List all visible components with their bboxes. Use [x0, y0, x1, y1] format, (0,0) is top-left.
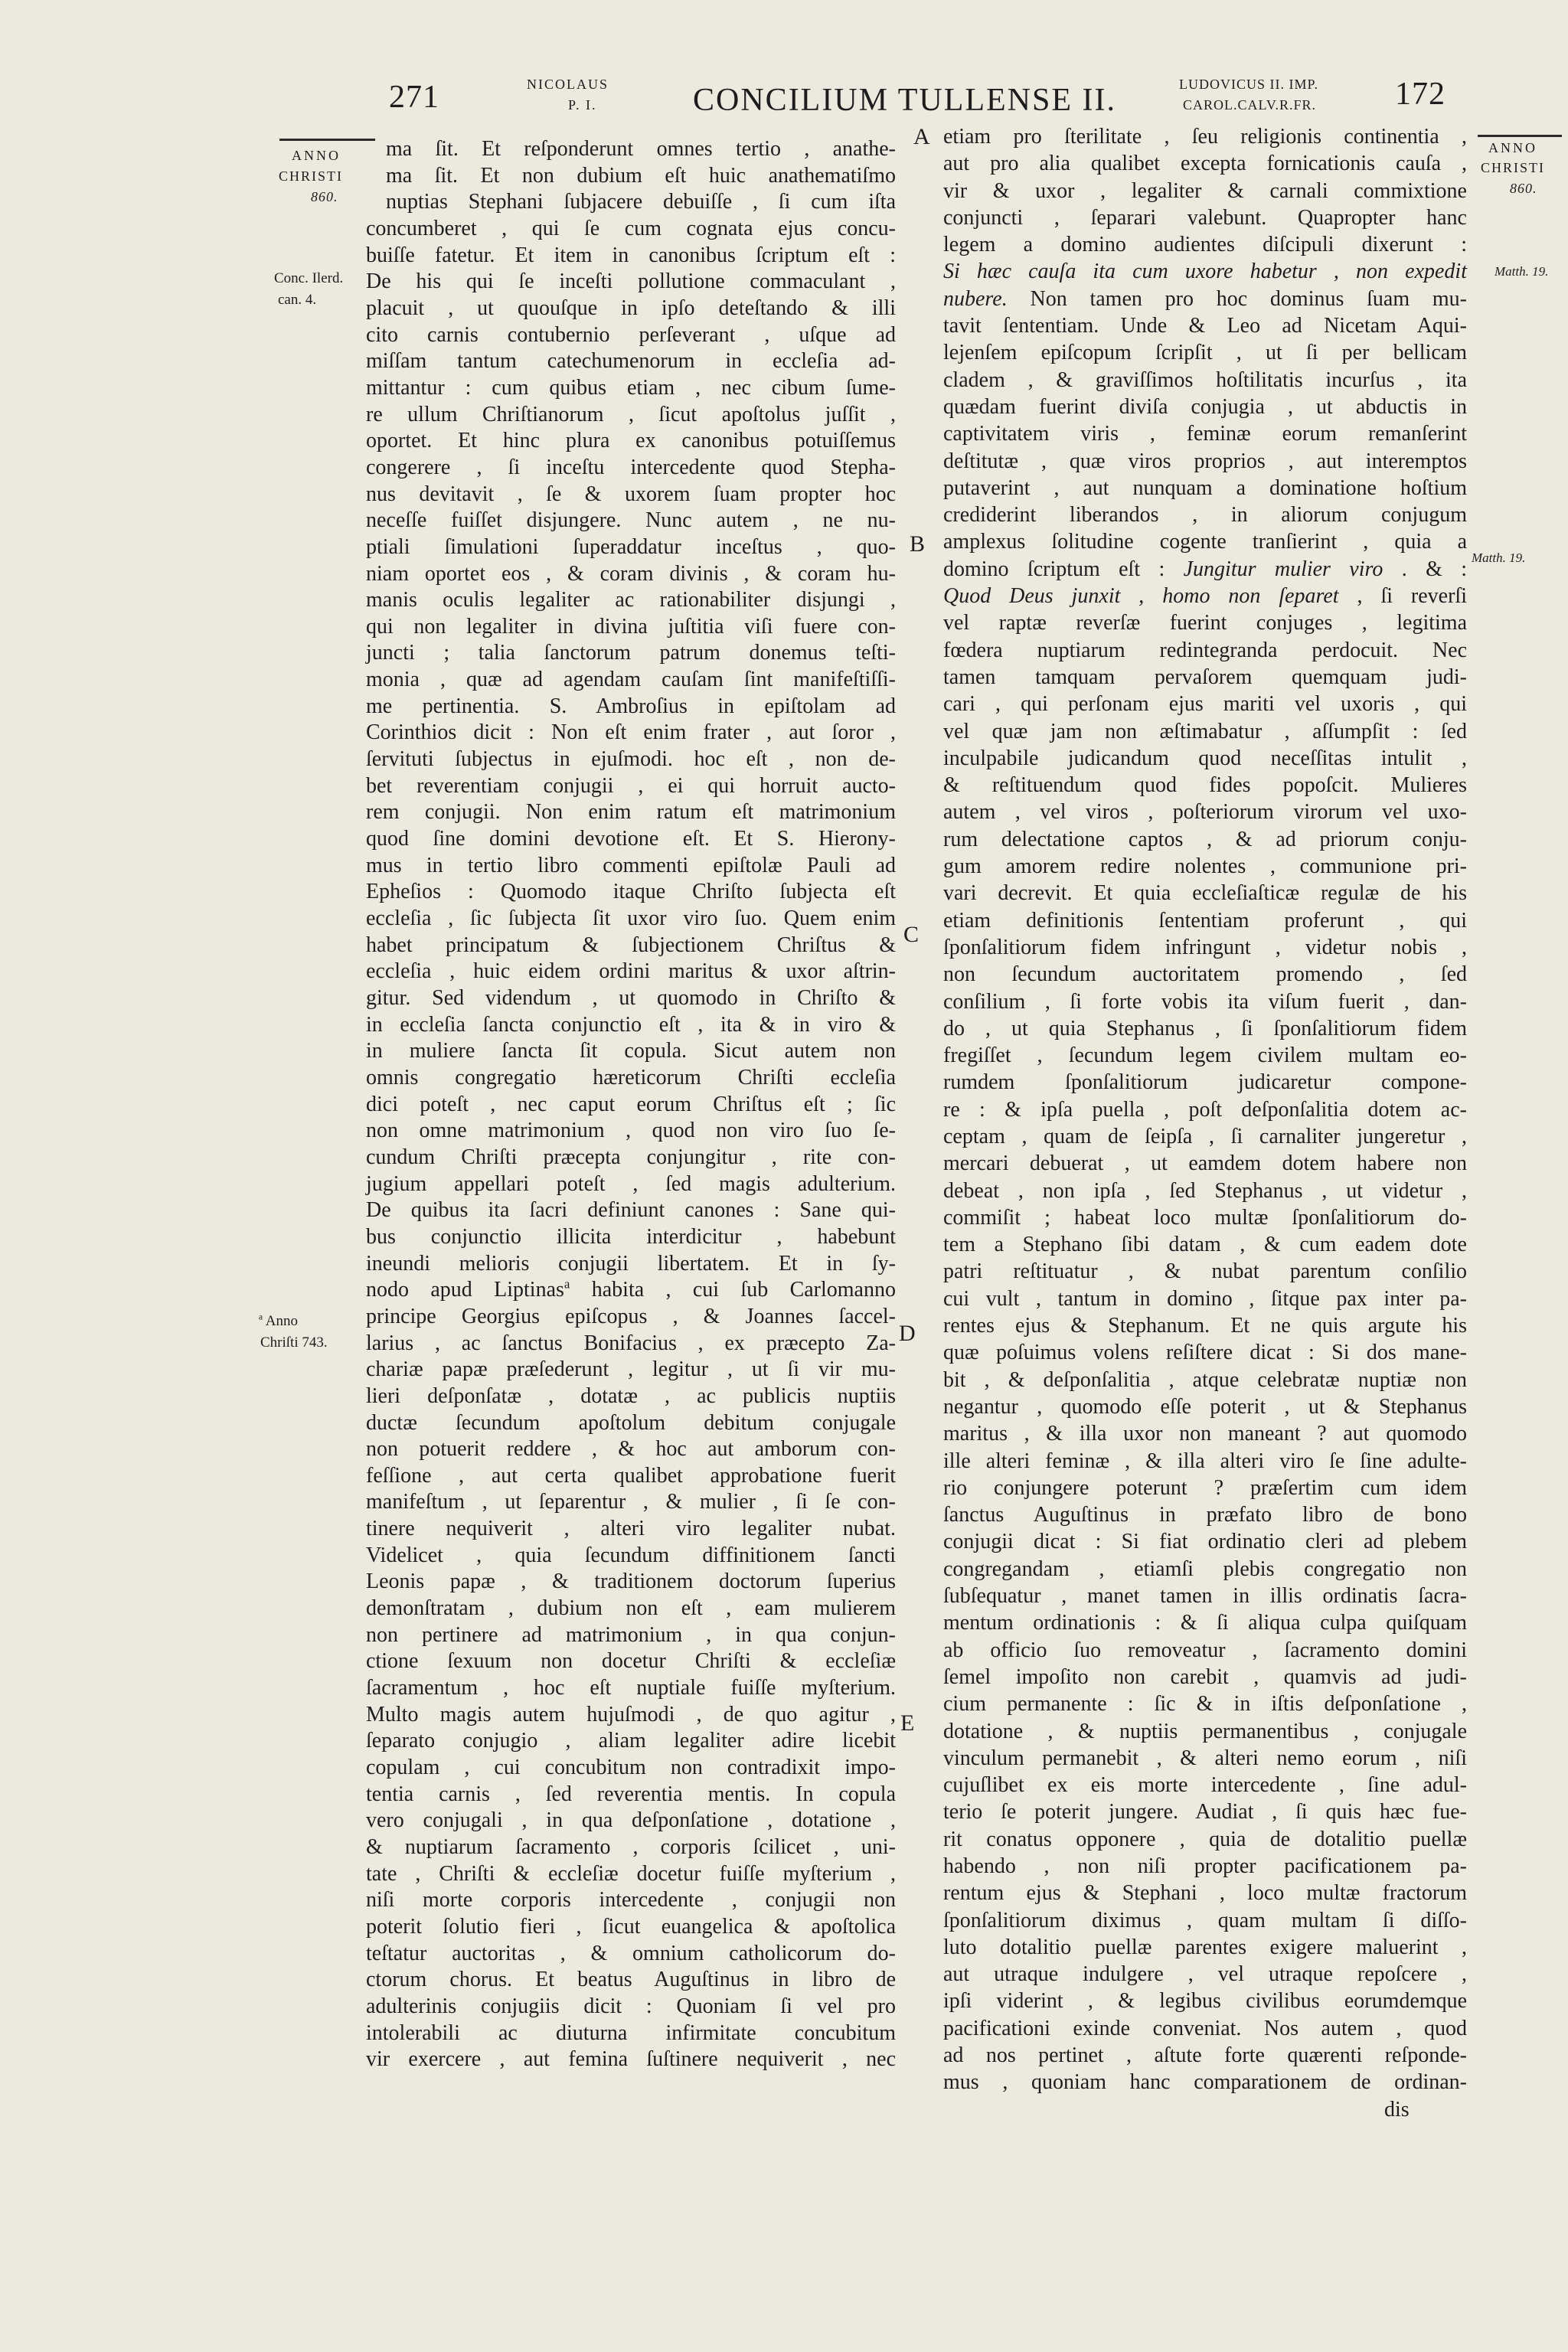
text-line: deſtitutæ , quæ viros proprios , aut interemptos [943, 449, 1467, 473]
text-line: etiam definitionis ſententiam proferunt , qui [943, 908, 1467, 933]
margin-note-anno: Anno [265, 1313, 298, 1329]
text-line [943, 258, 1467, 285]
text-line: omnis congregatio hæreticorum Chriſti eccleſia [366, 1065, 896, 1089]
text-line: tem a Stephano ſibi datam , & cum eadem dote [943, 1233, 1467, 1257]
margin-year: 860. [311, 189, 338, 204]
text-line: inculpabile judicandum quod neceſſitas intulit , [943, 746, 1467, 770]
text-line: ſubſequatur , manet tamen in illis ordinatis ſacra- [943, 1584, 1467, 1609]
text-segment: domino ſcriptum eſt : [943, 557, 1184, 581]
text-line: habet principatum & ſubjectionem Chriſtus & [366, 933, 896, 957]
text-line: Multo magis autem hujuſmodi , de quo agitur , [366, 1702, 896, 1726]
margin-anno-label-right: ANNO [1488, 140, 1537, 155]
text-line [943, 583, 1467, 609]
text-line: bit , & deſponſalitia , atque celebratæ nuptiæ non [943, 1367, 1467, 1392]
text-line: juncti ; talia ſanctorum patrum donemus teſti- [366, 641, 896, 665]
text-line: legem a domino audientes diſcipuli dixerunt : [943, 233, 1467, 257]
running-head-pope-number: P. I. [568, 97, 597, 113]
text-line: vir & uxor , legaliter & carnali commixtione [943, 178, 1467, 203]
page-number-right: 172 [1395, 77, 1446, 112]
text-line: ineundi melioris conjugii libertatem. Et in ſy- [366, 1251, 896, 1276]
text-line: ctorum chorus. Et beatus Auguſtinus in libro de [366, 1968, 896, 1992]
section-letter-c: C [903, 922, 920, 947]
margin-note-matthew-2: Matth. 19. [1472, 550, 1526, 565]
text-line [943, 556, 1467, 583]
text-line: mittantur : cum quibus etiam , nec cibum ſume- [366, 375, 896, 400]
text-line: cundum Chriſti præcepta conjungitur , rite con- [366, 1145, 896, 1169]
text-line: commiſit ; habeat loco multæ ſponſalitiorum do- [943, 1205, 1467, 1230]
text-line: cito carnis contubernio perſeverant , uſque ad [366, 322, 896, 347]
page-number-left: 271 [389, 80, 439, 115]
margin-note-canon: can. 4. [278, 292, 317, 308]
text-line: chariæ papæ præſederunt , legitur , ut ſi vir mu- [366, 1357, 896, 1382]
text-line: manifeſtum , ut ſeparentur , & mulier , ſi ſe con- [366, 1490, 896, 1514]
footnote-mark: a [259, 1312, 263, 1322]
text-line: lieri deſponſatæ , dotatæ , ac publicis nuptiis [366, 1383, 896, 1408]
text-line: quæ poſuimus volens reſiſtere dicat : Si dos mane- [943, 1341, 1467, 1365]
text-line: tate , Chriſti & eccleſiæ docetur fuiſſe myſterium , [366, 1861, 896, 1886]
text-line: rit conatus opponere , quia de dotalitio puellæ [943, 1827, 1467, 1851]
text-line: mus , quoniam hanc comparationem de ordinan- [943, 2070, 1467, 2095]
text-line: demonſtratam , dubium non eſt , eam mulierem [366, 1596, 896, 1621]
text-line: maritus , & illa uxor non maneant ? aut quomodo [943, 1422, 1467, 1446]
text-line: & nuptiarum ſacramento , corporis ſcilicet , uni- [366, 1835, 896, 1859]
text-line: ipſi viderint , & legibus civilibus eorumdemque [943, 1989, 1467, 2014]
text-line [366, 1277, 896, 1304]
text-line: ſanctus Auguſtinus in præfato libro de bono [943, 1503, 1467, 1527]
text-line: cari , qui perſonam ejus mariti vel uxoris , qui [943, 692, 1467, 717]
margin-note-council-ilerda: Conc. Ilerd. [274, 270, 344, 286]
text-line: rem conjugii. Non enim ratum eſt matrimonium [366, 800, 896, 825]
text-line: tinere nequiverit , alteri viro legaliter nubat. [366, 1517, 896, 1541]
text-line: autem , vel viros , poſteriorum virorum vel uxo- [943, 800, 1467, 825]
text-line: captivitatem viris , feminæ eorum remanſerint [943, 422, 1467, 446]
text-line: miſſam tantum catechumenorum in eccleſia ad- [366, 349, 896, 374]
text-line: tentia carnis , ſed reverentia mentis. In copula [366, 1782, 896, 1806]
text-line: tavit ſententiam. Unde & Leo ad Nicetam Aqui- [943, 314, 1467, 338]
text-line: concumberet , qui ſe cum cognata ejus concu- [366, 216, 896, 240]
text-line: habendo , non niſi propter pacificationem pa- [943, 1854, 1467, 1878]
text-line: debeat , non ipſa , ſed Stephanus , ut videtur , [943, 1178, 1467, 1203]
section-letter-b: B [910, 531, 926, 557]
text-line: ſeparato conjugio , aliam legaliter adire licebit [366, 1729, 896, 1753]
text-line: ab officio ſuo removeatur , ſacramento domini [943, 1638, 1467, 1662]
text-segment: habita , cui ſub Carlomanno [570, 1278, 896, 1302]
text-line: dici poteſt , nec caput eorum Chriſtus eſt ; ſic [366, 1092, 896, 1116]
page-title: CONCILIUM TULLENSE II. [693, 83, 1117, 118]
text-line: adulterinis conjugiis dicit : Quoniam ſi vel pro [366, 1994, 896, 2018]
text-line: rum delectatione captos , & ad priorum conju- [943, 827, 1467, 851]
text-line: luto dotalitio puellæ parentes exigere maluerint , [943, 1935, 1467, 1959]
text-line: non ſecundum auctoritatem promendo , ſed [943, 962, 1467, 987]
text-line: dotatione , & nuptiis permanentibus , conjugale [943, 1719, 1467, 1743]
italic-text: Jungitur mulier viro [1183, 557, 1383, 581]
text-line: conjuncti , ſeparari valebunt. Quapropter hanc [943, 205, 1467, 230]
text-line: aut utraque indulgere , vel utraque repoſcere , [943, 1962, 1467, 1987]
text-line: mus in tertio libro commenti epiſtolæ Pauli ad [366, 853, 896, 877]
text-line: mercari debuerat , ut eamdem dotem habere non [943, 1152, 1467, 1176]
text-line: non omne matrimonium , quod non viro ſuo ſe- [366, 1119, 896, 1143]
text-line: larius , ac ſanctus Bonifacius , ex præcepto Za- [366, 1331, 896, 1355]
section-letter-a: A [913, 124, 930, 149]
margin-rule-right [1478, 135, 1562, 137]
text-line: oportet. Et hinc plura ex canonibus potuiſſemus [366, 429, 896, 453]
text-line: niam oportet eos , & coram divinis , & coram hu- [366, 561, 896, 586]
text-line: ſervituti ſubjectus in ejuſmodi. hoc eſt , non de- [366, 747, 896, 772]
text-line: ſponſalitiorum fidem infringunt , videtur nobis , [943, 935, 1467, 959]
text-line: Videlicet , quia ſecundum diffinitionem ſancti [366, 1543, 896, 1567]
text-line: cium permanente : ſic & in iſtis deſponſatione , [943, 1692, 1467, 1717]
text-line: ad nos pertinet , aſtute forte quærenti reſponde- [943, 2043, 1467, 2068]
text-line: intolerabili ac diuturna infirmitate concubitum [366, 2020, 896, 2045]
italic-text: Quod Deus junxit , homo non ſeparet [943, 584, 1339, 609]
text-line: conſilium , ſi forte vobis ita viſum fuerit , dan- [943, 989, 1467, 1014]
text-line: bet reverentiam conjugii , ei qui horruit aucto- [366, 773, 896, 798]
text-line: vinculum permanebit , & alteri nemo eorum , niſi [943, 1746, 1467, 1770]
text-line: nus devitavit , ſe & uxorem ſuam propter hoc [366, 482, 896, 506]
text-line: De his qui ſe inceſti pollutione commaculant , [366, 270, 896, 294]
text-line: placuit , ut quouſque in ipſo deteſtando & illi [366, 296, 896, 320]
margin-note-year-743: Chriſti 743. [260, 1334, 328, 1351]
text-line: putaverint , aut nunquam a dominatione hoſtium [943, 475, 1467, 500]
text-line: vari decrevit. Et quia eccleſiaſticæ regulæ de his [943, 881, 1467, 906]
text-line: re ullum Chriſtianorum , ſicut apoſtolus juſſit , [366, 402, 896, 426]
text-segment: , ſi reverſi [1338, 584, 1467, 609]
text-line: vero conjugali , in qua deſponſatione , dotatione , [366, 1808, 896, 1833]
text-line: vir exercere , aut femina ſuſtinere nequiverit , nec [366, 2047, 896, 2072]
text-line: Leonis papæ , & traditionem doctorum ſuperius [366, 1570, 896, 1594]
text-line: principe Georgius epiſcopus , & Joannes ſaccel- [366, 1304, 896, 1328]
italic-text: nubere. [943, 286, 1008, 311]
text-line: rio conjungere poterunt ? præſertim cum idem [943, 1475, 1467, 1500]
text-line: do , ut quia Stephanus , ſi ſponſalitiorum fidem [943, 1016, 1467, 1040]
text-line: crediderint liberandos , in aliorum conjugum [943, 503, 1467, 528]
right-text-column [943, 123, 1467, 2096]
text-line [943, 286, 1467, 312]
text-line: patri reſtituatur , & nubat parentum conſilio [943, 1259, 1467, 1284]
text-line: ma ſit. Et reſponderunt omnes tertio , anathe- [386, 137, 896, 161]
catchword: dis [1384, 2098, 1410, 2122]
text-line: quod ſine domini devotione eſt. Et S. Hierony- [366, 827, 896, 851]
text-line: me pertinentia. S. Ambroſius in epiſtolam ad [366, 694, 896, 718]
text-line: non pertinere ad matrimonium , in qua conjun- [366, 1622, 896, 1647]
running-head-king: CAROL.CALV.R.FR. [1183, 97, 1317, 113]
text-segment: Non tamen pro hoc dominus ſuam mu- [1007, 286, 1467, 311]
margin-note-anno-743 [259, 1314, 298, 1328]
text-line: teſtatur auctoritas , & omnium catholicorum do- [366, 1941, 896, 1965]
footnote-mark: a [564, 1276, 570, 1292]
text-line: re : & ipſa puella , poſt deſponſalitia dotem ac- [943, 1097, 1467, 1122]
text-line: nuptias Stephani ſubjacere debuiſſe , ſi cum iſta [386, 190, 896, 214]
text-line: tamen tamquam pervaſorem quemquam judi- [943, 665, 1467, 689]
text-line: ptiali ſimulationi ſuperaddatur inceſtus , quo- [366, 534, 896, 559]
text-line: amplexus ſolitudine cogente tranſierint , quia a [943, 530, 1467, 554]
text-line: ſemel impoſito non carebit , quamvis ad judi- [943, 1664, 1467, 1689]
text-line: gum amorem redire nolentes , communione pri- [943, 854, 1467, 879]
margin-christi-label: CHRISTI [279, 168, 344, 184]
text-line: pacificationi exinde conveniat. Nos autem , quod [943, 2016, 1467, 2040]
running-head-emperor: LUDOVICUS II. IMP. [1179, 77, 1319, 92]
text-line: eccleſia , huic eidem ordini maritus & uxor aſtrin- [366, 959, 896, 984]
margin-rule-left [279, 139, 375, 141]
text-line: bus conjunctio illicita interdicitur , habebunt [366, 1224, 896, 1249]
margin-year-right: 860. [1510, 181, 1537, 196]
text-line: congerere , ſi inceſtu intercedente quod Stepha- [366, 455, 896, 479]
section-letter-d: D [899, 1321, 916, 1346]
text-line: eccleſia , ſic ſubjecta ſit uxor viro ſuo. Quem enim [366, 906, 896, 931]
text-line: negantur , quomodo eſſe poterit , ut & Stephanus [943, 1394, 1467, 1419]
text-line: gitur. Sed videndum , ut quomodo in Chriſto & [366, 986, 896, 1010]
text-line: ille alteri feminæ , & illa alteri viro ſe ſine adulte- [943, 1449, 1467, 1473]
margin-christi-label-right: CHRISTI [1481, 160, 1546, 175]
text-line: congregandam , etiamſi plebis congregatio non [943, 1557, 1467, 1581]
text-line: monia , quæ ad agendam cauſam ſint manifeſtiſſi- [366, 668, 896, 692]
margin-note-matthew-1: Matth. 19. [1494, 264, 1549, 279]
text-line: rentum ejus & Stephani , loco multæ fractorum [943, 1881, 1467, 1906]
text-line: ma ſit. Et non dubium eſt huic anathematiſmo [386, 163, 896, 188]
text-line: qui non legaliter in divina juſtitia viſi fuere con- [366, 614, 896, 639]
text-line: rumdem ſponſalitiorum judicaretur compone- [943, 1070, 1467, 1095]
left-text-column [366, 136, 896, 2073]
text-line: feſſione , aut certa qualibet approbatione fuerit [366, 1463, 896, 1488]
text-line: cui vult , tantum in domino , ſitque pax inter pa- [943, 1286, 1467, 1311]
text-line: vel quæ jam non æſtimabatur , aſſumpſit : ſed [943, 719, 1467, 743]
text-line: copulam , cui concubitum non contradixit impo- [366, 1756, 896, 1780]
text-line: lejenſem epiſcopum ſcripſit , ut ſi per bellicam [943, 341, 1467, 365]
text-line: buiſſe fatetur. Et item in canonibus ſcriptum eſt : [366, 243, 896, 267]
text-line: & reſtituendum quod fides popoſcit. Mulieres [943, 773, 1467, 798]
text-line: in muliere ſancta ſit copula. Sicut autem non [366, 1039, 896, 1063]
text-line: mentum ordinationis : & ſi aliqua culpa quiſquam [943, 1611, 1467, 1635]
text-line: Corinthios dicit : Non eſt enim frater , aut ſoror , [366, 720, 896, 745]
text-line: cladem , & graviſſimos hoſtilitatis incurſus , ita [943, 368, 1467, 392]
text-line: neceſſe fuiſſet disjungere. Nunc autem , ne nu- [366, 508, 896, 533]
text-line: De quibus ita ſacri definiunt canones : Sane qui- [366, 1198, 896, 1223]
text-segment: . & : [1383, 557, 1467, 581]
text-line: aut pro alia qualibet excepta fornicationis cauſa , [943, 152, 1467, 176]
text-line: fregiſſet , ſecundum legem civilem multam eo- [943, 1044, 1467, 1068]
text-line: jugium appellari poteſt , ſed magis adulterium. [366, 1171, 896, 1196]
text-line: rentes ejus & Stephanum. Et ne quis argute his [943, 1314, 1467, 1338]
text-line: terio ſe poterit jungere. Audiat , ſi quis hæc fue- [943, 1800, 1467, 1824]
text-line: ſacramentum , hoc eſt nuptiale fuiſſe myſterium. [366, 1676, 896, 1700]
text-line: cujuſlibet ex eis morte intercedente , ſine adul- [943, 1773, 1467, 1798]
text-line: etiam pro ſterilitate , ſeu religionis continentia , [943, 125, 1467, 149]
text-line: manis oculis legaliter ac rationabiliter disjungi , [366, 588, 896, 612]
text-line: niſi morte corporis intercedente , conjugii non [366, 1888, 896, 1913]
text-line: vel raptæ reverſæ fuerint conjuges , legitima [943, 611, 1467, 635]
text-line: poterit ſolutio fieri , ſicut euangelica & apoſtolica [366, 1914, 896, 1939]
text-line: non potuerit reddere , & hoc aut amborum con- [366, 1437, 896, 1462]
text-line: ſponſalitiorum diximus , quam multam ſi diſſo- [943, 1908, 1467, 1932]
text-line: ctione ſexuum non docetur Chriſti & eccleſiæ [366, 1649, 896, 1674]
text-segment: nodo apud Liptinas [366, 1278, 564, 1302]
text-line: Epheſios : Quomodo itaque Chriſto ſubjecta eſt [366, 880, 896, 904]
text-line: fœdera nuptiarum redintegranda perdocuit. Nec [943, 638, 1467, 662]
text-line: ceptam , quam de ſeipſa , ſi carnaliter jungeretur , [943, 1124, 1467, 1148]
text-line: conjugii dicat : Si fiat ordinatio cleri ad plebem [943, 1530, 1467, 1554]
section-letter-e: E [900, 1710, 915, 1736]
text-line: quædam fuerint diviſa conjugia , ut abductis in [943, 394, 1467, 419]
text-line: in eccleſia ſancta conjunctio eſt , ita & in viro & [366, 1012, 896, 1037]
margin-anno-label: ANNO [292, 148, 341, 163]
running-head-pope: NICOLAUS [527, 77, 609, 92]
text-line: ductæ ſecundum apoſtolum debitum conjugale [366, 1410, 896, 1435]
italic-text: Si hæc cauſa ita cum uxore habetur , non expedit [943, 260, 1467, 284]
